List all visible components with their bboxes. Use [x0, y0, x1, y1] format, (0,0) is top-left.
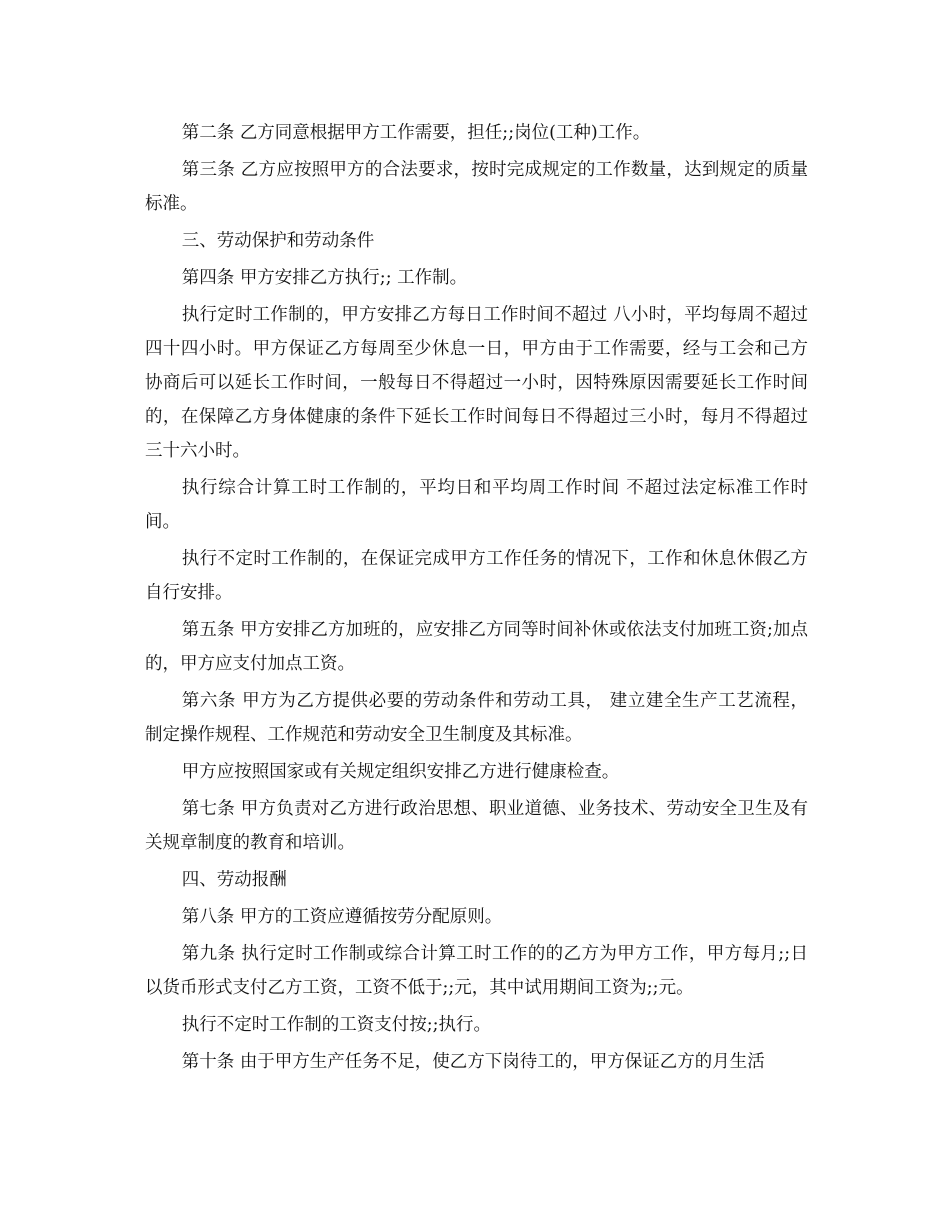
article-7-paragraph: 第七条 甲方负责对乙方进行政治思想、职业道德、业务技术、劳动安全卫生及有关规章制度的教育和培训。	[145, 799, 808, 853]
article-8-paragraph: 第八条 甲方的工资应遵循按劳分配原则。	[181, 907, 503, 927]
article-9-paragraph: 第九条 执行定时工作制或综合计算工时工作的的乙方为甲方工作，甲方每月;;日以货币形式支付乙方工资，工资不低于;;元，其中试用期间工资为;;元。	[145, 944, 808, 998]
article-2-paragraph: 第二条 乙方同意根据甲方工作需要，担任;;岗位(工种)工作。	[181, 123, 651, 143]
article-6-paragraph: 第六条 甲方为乙方提供必要的劳动条件和劳动工具， 建立建全生产工艺流程， 制定操作规程、工作规范和劳动安全卫生制度及其标准。	[145, 691, 808, 745]
comprehensive-hours-paragraph: 执行综合计算工时工作制的，平均日和平均周工作时间 不超过法定标准工作时间。	[145, 478, 808, 532]
article-4-paragraph: 第四条 甲方安排乙方执行;; 工作制。	[181, 268, 468, 288]
article-3-paragraph: 第三条 乙方应按照甲方的合法要求，按时完成规定的工作数量，达到规定的质量标准。	[145, 160, 808, 214]
flexible-hours-paragraph: 执行不定时工作制的，在保证完成甲方工作任务的情况下，工作和休息休假乙方自行安排。	[145, 549, 808, 603]
flexible-wage-paragraph: 执行不定时工作制的工资支付按;;执行。	[181, 1015, 492, 1035]
section-4-heading: 四、劳动报酬	[181, 870, 287, 890]
health-check-paragraph: 甲方应按照国家或有关规定组织安排乙方进行健康检查。	[181, 762, 620, 782]
article-10-paragraph: 第十条 由于甲方生产任务不足，使乙方下岗待工的，甲方保证乙方的月生活	[181, 1052, 765, 1072]
article-5-paragraph: 第五条 甲方安排乙方加班的，应安排乙方同等时间补休或依法支付加班工资;加点的，甲方应支付加点工资。	[145, 620, 808, 674]
fixed-hours-paragraph: 执行定时工作制的，甲方安排乙方每日工作时间不超过 八小时，平均每周不超过四十四小时。甲方保证乙方每周至少休息一日，甲方由于工作需要，经与工会和己方协商后可以延长工作时间，一般每日不得超过一小时，因特殊原因需要延长工作时间的，在保障乙方身体健康的条件下延长工作时间每日不得超过三小时，每月不得超过三十六小时。	[145, 305, 808, 461]
section-3-heading: 三、劳动保护和劳动条件	[181, 231, 375, 251]
